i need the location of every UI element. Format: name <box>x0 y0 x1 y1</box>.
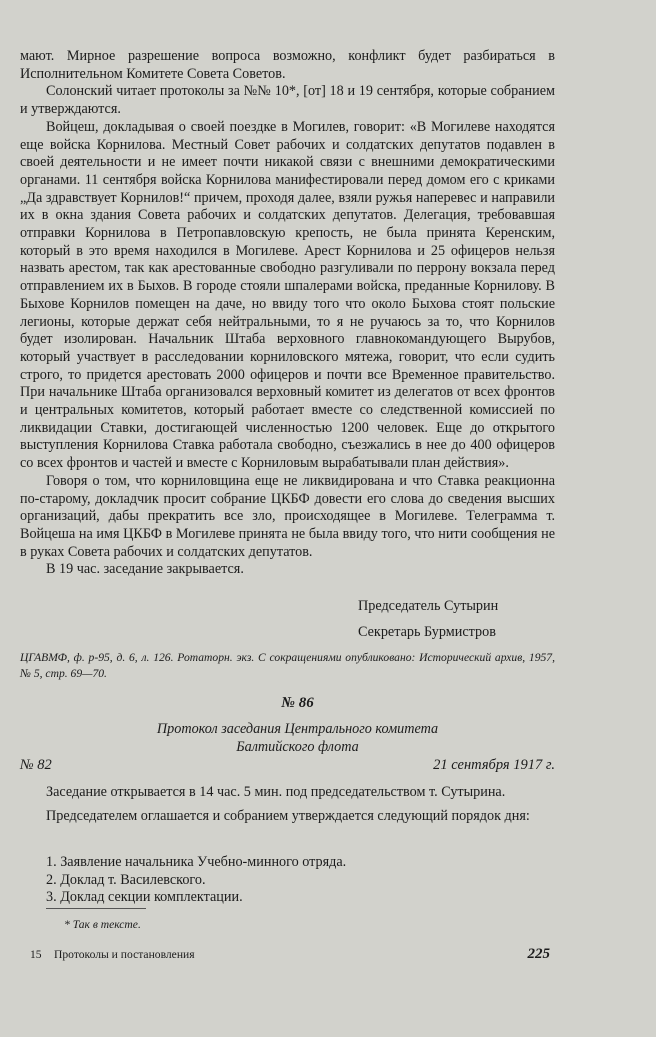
protocol-date: 21 сентября 1917 г. <box>433 757 555 773</box>
signature-mark: 15 <box>30 948 42 961</box>
paragraph: Заседание открывается в 14 час. 5 мин. под председательством т. Сутырина. <box>46 784 506 800</box>
document-title <box>0 721 595 756</box>
agenda-list <box>46 854 346 907</box>
paragraph: мают. Мирное разрешение вопроса возможно, конфликт будет разбираться в Исполнительном Комитете Совета Советов. <box>20 48 555 82</box>
page-number: 225 <box>527 946 550 962</box>
document-title-line: Балтийского флота <box>236 738 359 755</box>
body-text <box>20 48 555 579</box>
document-number: № 86 <box>281 695 314 711</box>
protocol-body <box>20 784 555 831</box>
chairman-signature: Председатель Сутырин <box>358 598 499 614</box>
paragraph: Солонский читает протоколы за №№ 10*, [от] 18 и 19 сентября, которые собранием и утверждаются. <box>20 83 555 118</box>
footnote: * Так в тексте. <box>64 918 141 931</box>
agenda-item: 1. Заявление начальника Учебно-минного отряда. <box>46 854 347 870</box>
document-title-line: Протокол заседания Центрального комитета <box>156 721 439 737</box>
secretary-signature: Секретарь Бурмистров <box>358 624 496 640</box>
footnote-divider <box>46 908 146 909</box>
collection-title: Протоколы и постановления <box>54 948 195 961</box>
protocol-number: № 82 <box>20 757 52 773</box>
paragraph: Войцеш, докладывая о своей поездке в Могилев, говорит: «В Могилеве находятся еще войска Корнилова. Местный Совет рабочих и солдатских депутатов подавлен в своей деятельности и не имеет почти никакой связи с внешними демократическими органами. 11 сентября войска Корнилова манифестировали перед домом его с криками „Да здравствует Корнилов!“ причем, проходя далее, взяли ружья наперевес и направили их в окна здания Совета рабочих и солдатских депутатов. Делегация, требовавшая отправки Корнилова в Петропавловскую крепость, не была принята Керенским, который в это время находился в Могилеве. Арест Корнилова и 25 офицеров нельзя назвать арестом, так как арестованные свободно разгуливали по перрону вокзала перед отправлением их в Быхов. В городе стояли шпалерами войска, преданные Корнилову. В Быхове Корнилов помещен на даче, но ввиду того что около Быхова стоят польские легионы, которые держат себя нейтральными, то я не ручаюсь за то, что Корнилов будет изолирован. Начальник Штаба верховного главнокомандующего Вырубов, который участвует в расследовании корниловского мятежа, говорит, что если судить строго, то придется арестовать 2000 офицеров и почти все Временное правительство. При начальнике Штаба организовался верховный комитет из делегатов от всех фронтов и центральных комитетов, который работает вместе со следственной комиссией по ликвидации Ставки, достигающей численностью 1200 человек. Еще до открытого выступления Корнилова Ставка работала свободно, съезжались в нее до 400 офицеров со всех фронтов и частей и вместе с Корниловым вырабатывали план действия». <box>20 118 555 472</box>
paragraph: Говоря о том, что корниловщина еще не ликвидирована и что Ставка реакционна по-старому, докладчик просит собрание ЦКБФ довести его слова до сведения высших организаций, дабы прекратить все зло, происходящее в Могилеве. Телеграмма т. Войцеша на имя ЦКБФ в Могилеве принята не была ввиду того, что нити сообщения не в руках Совета рабочих и солдатских депутатов. <box>20 472 555 560</box>
paragraph: Председателем оглашается и собранием утверждается следующий порядок дня: <box>46 807 530 824</box>
agenda-item: 3. Доклад секции комплектации. <box>46 889 243 906</box>
agenda-item: 2. Доклад т. Василевского. <box>46 871 206 888</box>
paragraph: В 19 час. заседание закрывается. <box>46 561 244 578</box>
archive-reference: ЦГАВМФ, ф. р-95, д. 6, л. 126. Ротаторн. экз. С сокращениями опубликовано: Исторический архив, 1957, № 5, стр. 69—70. <box>20 651 555 680</box>
